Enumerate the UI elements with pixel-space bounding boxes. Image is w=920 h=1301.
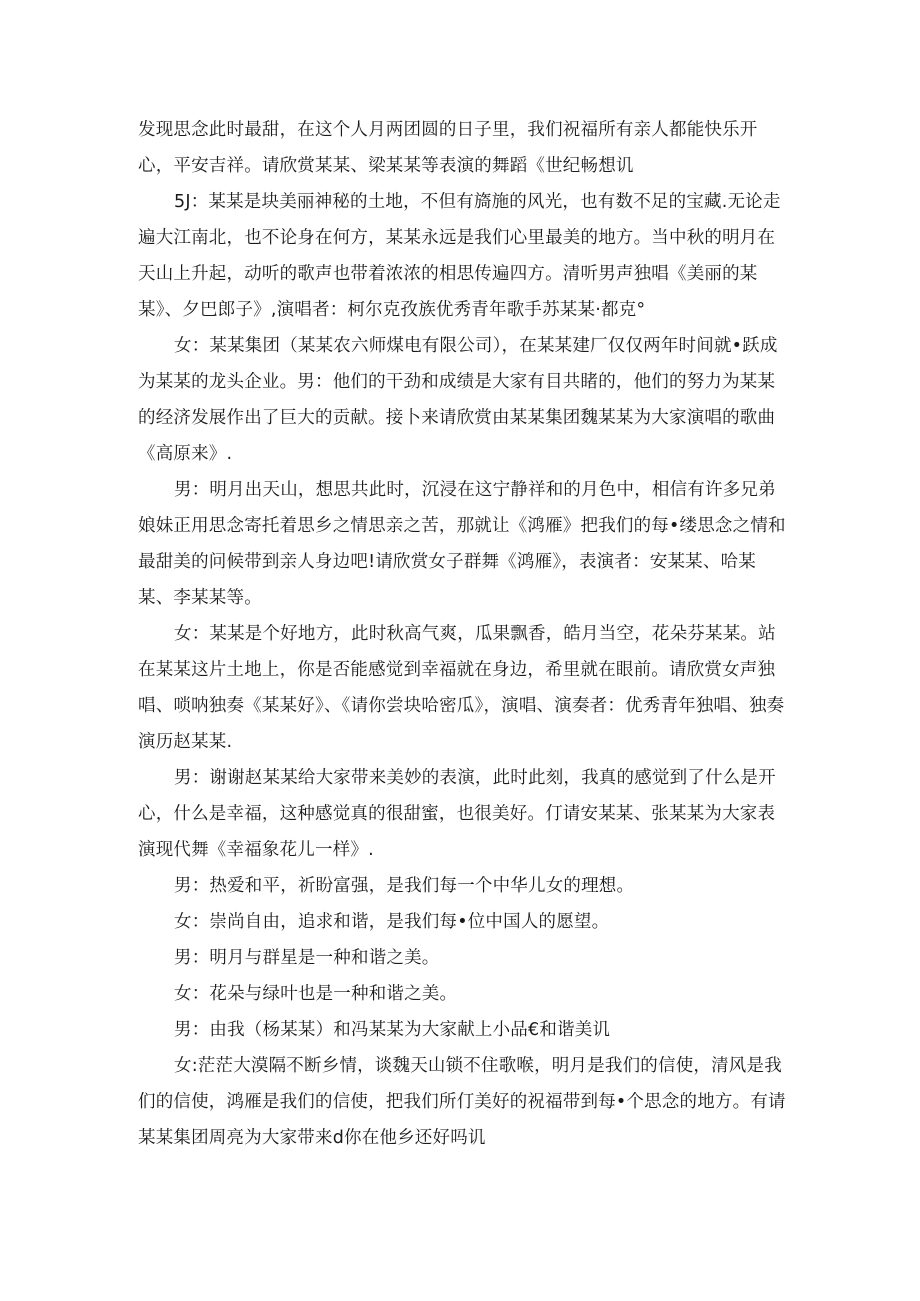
paragraph-6: 男：谢谢赵某某给大家带来美妙的表演，此时此刻，我真的感觉到了什么是开心，什么是幸福，这种感觉真的很甜蜜，也很美好。仃请安某某、张某某为大家表演现代舞《幸福象花儿一样》. — [138, 768, 776, 860]
paragraph-8: 女：崇尚自由，追求和谐，是我们每•位中国人的愿望。 — [174, 912, 610, 932]
paragraph-5: 女：某某是个好地方，此时秋高气爽，瓜果飘香，皓月当空，花朵芬某某。站在某某这片土地上，你是否能感觉到幸福就在身边，希里就在眼前。请欣赏女声独唱、唢呐独奏《某某好》、《请你尝块哈密瓜》，演唱、演奏者：优秀青年独唱、独奏演历赵某某. — [138, 624, 785, 752]
paragraph-12: 女:茫茫大漠隔不断乡情，谈魏天山锁不住歌喉，明月是我们的信使，清风是我们的信使，鸿雁是我们的信使，把我们所仃美好的祝福带到每•个思念的地方。有请某某集团周亮为大家带来d你在他乡还好吗讥 — [138, 1056, 786, 1148]
paragraph-7: 男：热爱和平，祈盼富强，是我们每一个中华儿女的理想。 — [174, 876, 635, 896]
paragraph-2: 5J：某某是块美丽神秘的土地，不但有旖施的风光，也有数不足的宝藏.无论走遍大江南北，也不论身在何方，某某永远是我们心里最美的地方。当中秋的明月在天山上升起，动听的歌声也带着浓浓的相思传遍四方。清听男声独唱《美丽的某某》、夕巴郎子》,演唱者：柯尔克孜族优秀青年歌手苏某某·都克° — [138, 192, 781, 320]
paragraph-4: 男：明月出天山，想思共此时，沉浸在这宁静祥和的月色中，相信有许多兄弟娘妹正用思念寄托着思乡之情思亲之苦，那就让《鸿雁》把我们的每•缕思念之情和最甜美的问候带到亲人身边吧!请欣赏女子群舞《鸿雁》，表演者：安某某、哈某某、李某某等。 — [138, 480, 786, 608]
paragraph-11: 男：由我（杨某某）和冯某某为大家献上小品€和谐美讥 — [174, 1020, 611, 1040]
paragraph-10: 女：花朵与绿叶也是一种和谐之美。 — [174, 984, 458, 1004]
paragraph-3: 女：某某集团（某某农六师煤电有限公司），在某某建厂仅仅两年时间就•跃成为某某的龙头企业。男：他们的干劲和成绩是大家有目共睹的，他们的努力为某某的经济发展作出了巨大的贡献。接卜来请欣赏由某某集团魏某某为大家演唱的歌曲《高原来》. — [138, 336, 778, 464]
paragraph-9: 男：明月与群星是一种和谐之美。 — [174, 948, 440, 968]
document-body — [138, 112, 788, 1156]
paragraph-1: 发现思念此时最甜，在这个人月两团圆的日子里，我们祝福所有亲人都能快乐开心，平安吉祥。请欣赏某某、梁某某等表演的舞蹈《世纪畅想讥 — [138, 120, 758, 176]
